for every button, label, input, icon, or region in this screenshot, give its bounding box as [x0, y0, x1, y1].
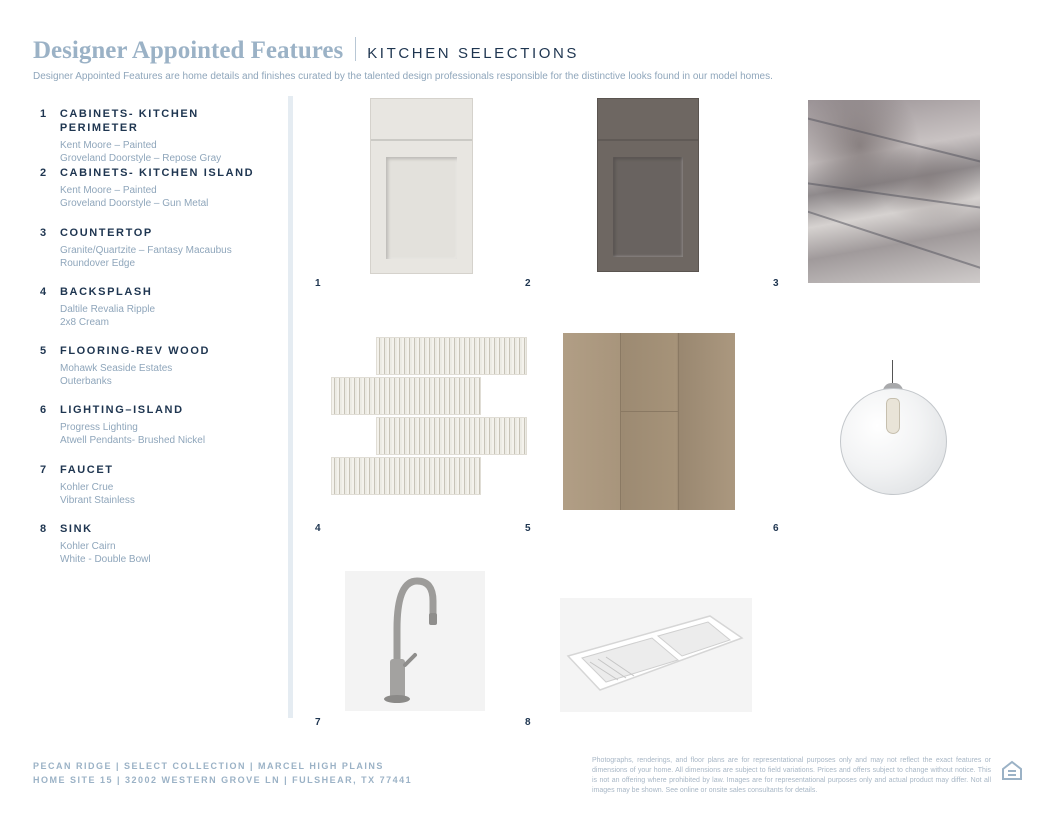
item-heading: FAUCET [60, 463, 114, 476]
page-title: Designer Appointed Features [33, 37, 344, 64]
cabinet-perimeter-image [370, 98, 473, 274]
item-heading: CABINETS- KITCHEN ISLAND [60, 167, 255, 180]
sink-icon [560, 598, 752, 712]
item-detail: Kohler Cairn [60, 541, 116, 553]
equal-housing-opportunity-icon [1001, 759, 1023, 781]
faucet-icon [345, 571, 485, 711]
selection-item [40, 522, 280, 581]
selection-item [40, 226, 280, 285]
cabinet-door-panel [613, 157, 683, 257]
item-detail: Kent Moore – Painted [60, 140, 157, 151]
item-number: 3 [40, 226, 48, 239]
item-detail: Outerbanks [60, 376, 112, 388]
item-number: 4 [40, 285, 48, 298]
photo-label: 2 [525, 278, 531, 289]
cabinet-door-panel [386, 157, 457, 259]
intro-text: Designer Appointed Features are home details and finishes curated by the talented design professionals responsible for the distinctive looks found in our model homes. [33, 71, 773, 82]
bulb-icon [886, 398, 900, 434]
item-detail: Kent Moore – Painted [60, 185, 157, 197]
item-detail: 2x8 Cream [60, 316, 109, 328]
item-heading: SINK [60, 523, 93, 536]
item-number: 8 [40, 523, 48, 536]
footer-line-community: PECAN RIDGE | SELECT COLLECTION | MARCEL HIGH PLAINS [33, 761, 384, 771]
photo-label: 4 [315, 523, 321, 534]
footer-line-homesite: HOME SITE 15 | 32002 WESTERN GROVE LN | FULSHEAR, TX 77441 [33, 775, 413, 785]
item-heading: FLOORING-REV WOOD [60, 345, 211, 358]
plank-seam [678, 333, 679, 510]
selection-item [40, 285, 280, 344]
item-number: 2 [40, 167, 48, 180]
item-heading: LIGHTING–ISLAND [60, 404, 184, 417]
stone-vein [808, 113, 980, 168]
selection-item [40, 107, 280, 166]
photo-label: 8 [525, 717, 531, 728]
disclaimer-text: Photographs, renderings, and floor plans are for representational purposes only and may not reflect the exact features or dimensions of your home. All dimensions are subject to field variations. Prices and offers subject to change without notice. This is not an offering where prohibited by law. Images are for representational purposes only and actual product may differ. Not all images may be shown. See online or onsite sales consultants for details. [592, 757, 991, 794]
item-detail: Atwell Pendants- Brushed Nickel [60, 435, 206, 447]
item-detail: Granite/Quartzite – Fantasy Macaubus [60, 244, 232, 256]
item-detail: Mohawk Seaside Estates [60, 363, 173, 375]
photo-label: 7 [315, 717, 321, 728]
selection-item [40, 463, 280, 522]
item-detail: Vibrant Stainless [60, 494, 135, 506]
photo-label: 1 [315, 278, 321, 289]
backsplash-tile [376, 417, 527, 455]
item-heading: BACKSPLASH [60, 285, 153, 298]
flooring-image [563, 333, 735, 510]
stone-vein [808, 180, 980, 213]
item-detail: Groveland Doorstyle – Gun Metal [60, 198, 209, 210]
sink-image [560, 598, 752, 712]
title-row [33, 34, 1023, 65]
cabinet-drawer-rail [371, 99, 472, 141]
vertical-divider [288, 96, 293, 718]
cabinet-drawer-rail [598, 99, 698, 141]
item-number: 7 [40, 463, 48, 476]
selection-item [40, 344, 280, 403]
footer-address [33, 759, 412, 787]
photo-label: 3 [773, 278, 779, 289]
item-number: 5 [40, 345, 48, 358]
selection-item [40, 166, 280, 225]
item-detail: Kohler Crue [60, 481, 114, 493]
item-detail: Roundover Edge [60, 257, 136, 269]
selection-item [40, 403, 280, 462]
countertop-image [808, 100, 980, 283]
photo-label: 6 [773, 523, 779, 534]
title-separator [355, 37, 356, 61]
header [33, 34, 1023, 82]
selection-list [40, 107, 280, 581]
stone-vein [808, 206, 980, 276]
pendant-cord [892, 360, 893, 384]
backsplash-tile [331, 377, 481, 415]
cabinet-island-image [597, 98, 699, 272]
item-detail: White - Double Bowl [60, 554, 151, 566]
item-heading: COUNTERTOP [60, 226, 153, 239]
faucet-image [345, 571, 485, 711]
page-subtitle: KITCHEN SELECTIONS [367, 45, 580, 62]
item-detail: Groveland Doorstyle – Repose Gray [60, 153, 222, 164]
plank-seam [620, 333, 621, 510]
item-detail: Daltile Revalia Ripple [60, 303, 156, 315]
item-heading: CABINETS- KITCHEN PERIMETER [59, 108, 199, 134]
plank-seam [620, 411, 678, 412]
photo-label: 5 [525, 523, 531, 534]
item-number: 6 [40, 404, 48, 417]
item-number: 1 [40, 108, 48, 120]
backsplash-tile [331, 457, 481, 495]
backsplash-tile [376, 337, 527, 375]
item-detail: Progress Lighting [60, 422, 138, 434]
